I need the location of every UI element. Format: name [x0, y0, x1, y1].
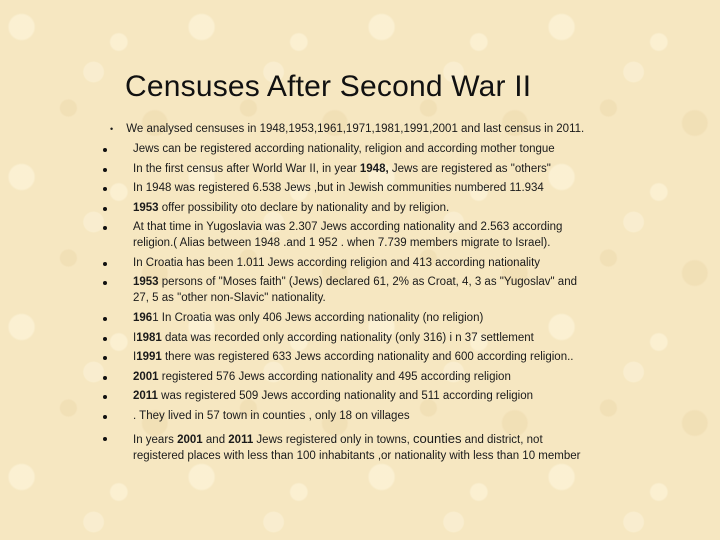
bullet-text — [133, 181, 603, 197]
bullet-text-bold: 1953 — [133, 276, 159, 288]
bullet-text — [133, 370, 603, 386]
bullet-item — [103, 431, 603, 464]
intro-line — [110, 123, 584, 135]
bullet-text-part: data was recorded only according nationality (only 316) i n 37 settlement — [161, 332, 534, 344]
bullet-item — [103, 220, 603, 251]
bullet-text-part: counties — [413, 431, 462, 446]
bullet-text-part: At that time in Yugoslavia was 2.307 Jews according nationality and 2.563 according religion.( Alias between 1948 .and 1 952 . when 7.739 members migrate to Israel). — [133, 221, 563, 249]
bullet-dot-icon — [103, 337, 107, 341]
bullet-text — [133, 162, 603, 178]
bullet-item — [103, 331, 603, 347]
bullet-dot-icon — [103, 148, 107, 152]
bullet-text-bold: 2011 — [133, 390, 158, 402]
bullet-text-bold: 2011 — [228, 434, 254, 446]
bullet-dot-icon — [103, 437, 107, 441]
bullet-item — [103, 142, 603, 158]
bullet-text-bold: 1991 — [136, 351, 162, 363]
bullet-dot-icon — [103, 262, 107, 266]
bullet-dot-icon — [103, 415, 107, 419]
intro-text: We analysed censuses in 1948,1953,1961,1971,1981,1991,2001 and last census in 2011. — [126, 123, 585, 135]
bullet-text — [133, 275, 603, 306]
bullet-text — [133, 142, 603, 158]
bullet-item — [103, 370, 603, 386]
bullet-text-part: In 1948 was registered 6.538 Jews ,but in Jewish communities numbered 11.934 — [133, 182, 544, 194]
bullet-item — [103, 162, 603, 178]
bullet-dot-icon — [103, 207, 107, 211]
bullet-text-part: registered 576 Jews according nationality and 495 according religion — [158, 371, 511, 383]
bullet-text-part: there was registered 633 Jews according nationality and 600 according religion.. — [161, 351, 574, 363]
bullet-dot-icon — [103, 187, 107, 191]
bullet-text-part: . They lived in 57 town in counties , only 18 on villages — [133, 410, 410, 422]
bullet-text-bold: 196 — [133, 312, 153, 324]
bullet-item — [103, 256, 603, 272]
bullet-item — [103, 389, 603, 405]
bullet-text-part: Jews are registered as "others" — [388, 163, 551, 175]
slide-title: Censuses After Second War II — [125, 70, 532, 104]
bullet-item — [103, 409, 603, 425]
bullet-text-part: I — [133, 332, 137, 344]
bullet-text — [133, 201, 603, 217]
bullet-item — [103, 275, 603, 306]
bullet-text-part: and — [202, 434, 229, 446]
bullet-dot-icon — [103, 376, 107, 380]
bullet-text — [133, 311, 603, 327]
bullet-text — [133, 389, 603, 405]
bullet-text-bold: 1953 — [133, 202, 159, 214]
bullet-text-part: was registered 509 Jews according nationality and 511 according religion — [157, 390, 533, 402]
bullet-dot-icon — [103, 395, 107, 399]
intro-bullet-marker: • — [110, 124, 114, 134]
bullet-item — [103, 201, 603, 217]
bullet-text — [133, 256, 603, 272]
bullet-dot-icon — [103, 281, 107, 285]
bullet-item — [103, 181, 603, 197]
bullet-text — [133, 350, 603, 366]
bullet-text — [133, 409, 603, 425]
bullet-dot-icon — [103, 356, 107, 360]
bullet-text-bold: 1948, — [359, 163, 389, 175]
bullet-text-bold: 2001 — [177, 434, 203, 446]
bullet-text-part: and district, not registered places with less than 100 inhabitants ,or nationality with less than 10 member — [133, 434, 581, 462]
bullet-text-part: I — [133, 351, 137, 363]
bullet-text — [133, 431, 603, 464]
bullet-text-bold: 2001 — [133, 371, 159, 383]
bullet-text-bold: 1981 — [136, 332, 162, 344]
bullet-text-part: In Croatia has been 1.011 Jews according religion and 413 according nationality — [133, 257, 541, 269]
bullet-text-part: offer possibility oto declare by nationality and by religion. — [158, 202, 450, 214]
bullet-item — [103, 350, 603, 366]
bullet-text — [133, 220, 603, 251]
bullet-text-part: In years — [133, 434, 178, 446]
bullet-text-part: Jews registered only in towns, — [253, 434, 414, 446]
bullet-text-part: 1 In Croatia was only 406 Jews according nationality (no religion) — [152, 312, 484, 324]
bullet-dot-icon — [103, 168, 107, 172]
bullet-text-part: persons of "Moses faith" (Jews) declared 61, 2% as Croat, 4, 3 as "Yugoslav" and 27, 5 as "other non-Slavic" nationality. — [133, 276, 577, 304]
bullet-dot-icon — [103, 226, 107, 230]
bullet-item — [103, 311, 603, 327]
bullet-text — [133, 331, 603, 347]
bullet-dot-icon — [103, 317, 107, 321]
bullet-text-part: Jews can be registered according nationality, religion and according mother tongue — [133, 143, 555, 155]
bullet-text-part: In the first census after World War II, in year — [133, 163, 360, 175]
